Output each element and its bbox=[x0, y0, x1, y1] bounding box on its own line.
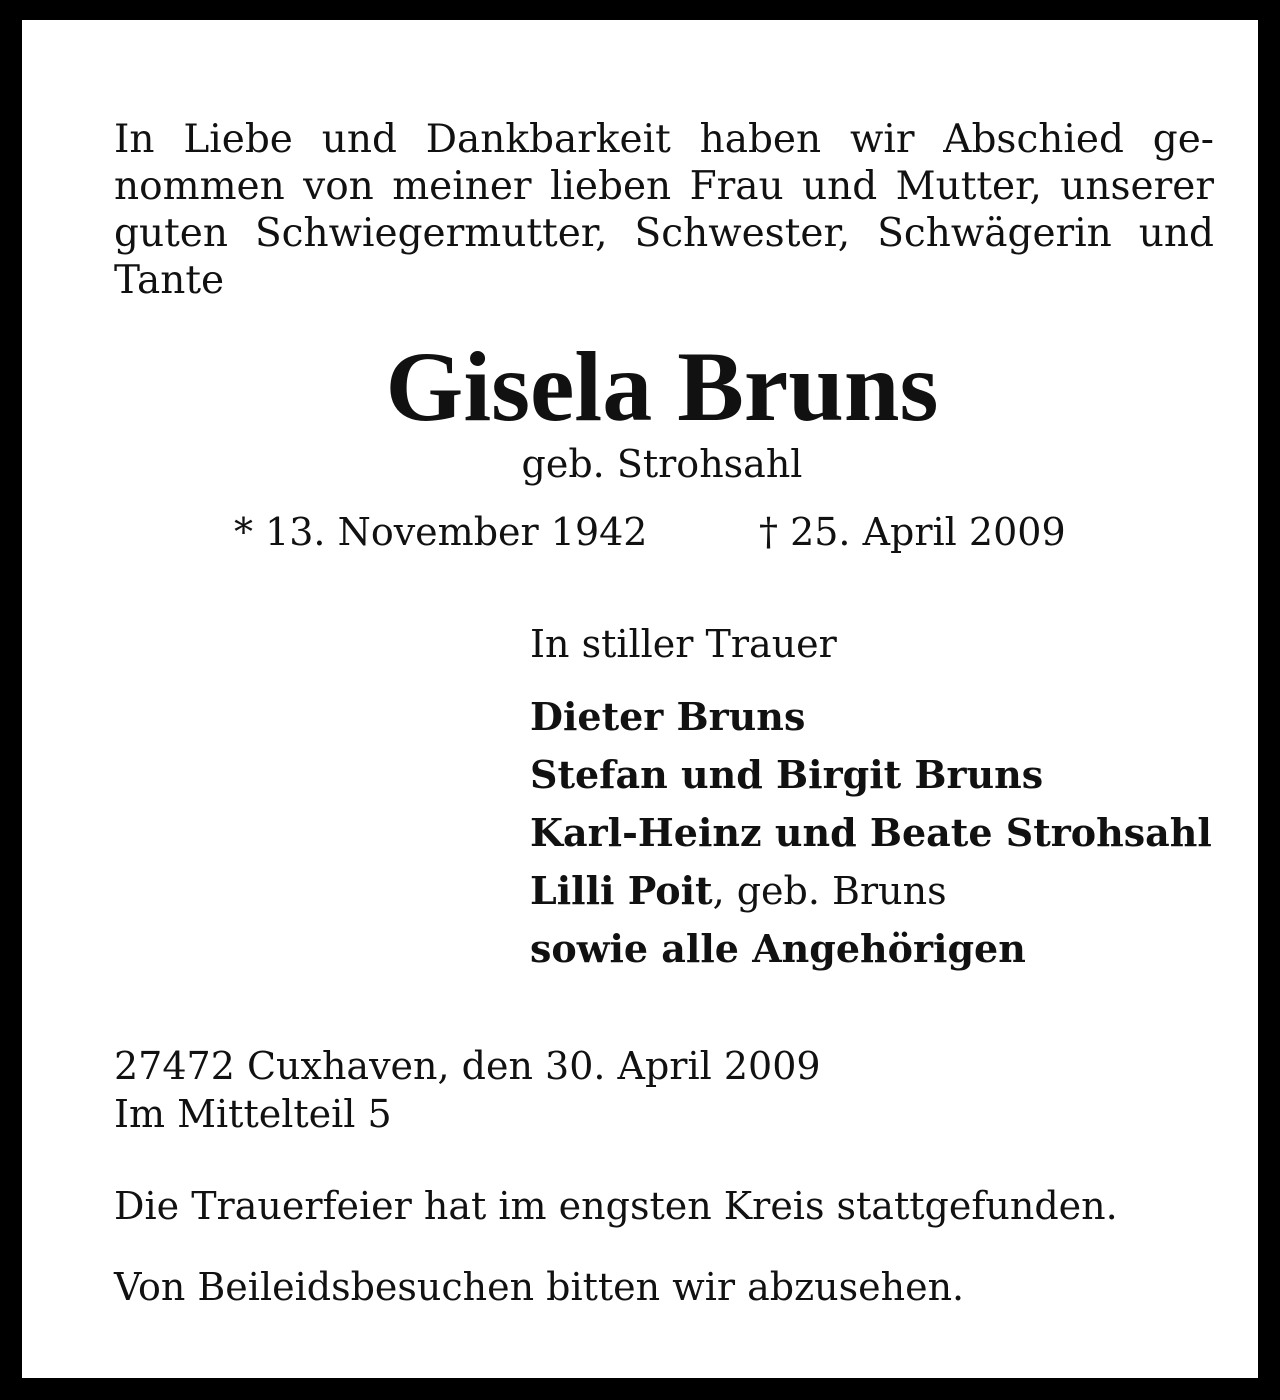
birth-date: * 13. November 1942 bbox=[234, 510, 648, 554]
mourner-name bbox=[530, 688, 1212, 746]
mourners-block bbox=[530, 620, 1212, 978]
mourner-name-bold: Lilli Poit bbox=[530, 868, 713, 913]
mourner-name-suffix: , geb. Bruns bbox=[712, 869, 947, 913]
intro-line: guten Schwiegermutter, Schwester, Schwägerin und bbox=[114, 211, 1214, 256]
mourner-name-bold: Stefan und Birgit Bruns bbox=[530, 752, 1044, 797]
intro-text bbox=[114, 116, 1214, 304]
mourner-name-bold: sowie alle Angehörigen bbox=[530, 926, 1026, 971]
mourner-name-bold: Dieter Bruns bbox=[530, 694, 806, 739]
deceased-name: Gisela Bruns bbox=[385, 331, 939, 442]
intro-line: In Liebe und Dankbarkeit haben wir Abschied ge- bbox=[114, 117, 1214, 162]
address-block bbox=[114, 1042, 821, 1138]
place-date: 27472 Cuxhaven, den 30. April 2009 bbox=[114, 1044, 821, 1088]
death-date: † 25. April 2009 bbox=[759, 510, 1066, 554]
mourner-name bbox=[530, 920, 1212, 978]
condolence-note: Von Beileidsbesuchen bitten wir abzusehen. bbox=[114, 1265, 965, 1309]
mourner-name bbox=[530, 862, 1212, 920]
mourning-lead: In stiller Trauer bbox=[530, 622, 837, 666]
funeral-note: Die Trauerfeier hat im engsten Kreis stattgefunden. bbox=[114, 1184, 1118, 1228]
maiden-name: geb. Strohsahl bbox=[521, 442, 803, 486]
intro-line: Tante bbox=[114, 258, 225, 303]
mourner-name-bold: Karl-Heinz und Beate Strohsahl bbox=[530, 810, 1212, 855]
mourner-name bbox=[530, 746, 1212, 804]
street-address: Im Mittelteil 5 bbox=[114, 1092, 392, 1136]
mourner-name bbox=[530, 804, 1212, 862]
intro-line: nommen von meiner lieben Frau und Mutter, unserer bbox=[114, 164, 1214, 209]
